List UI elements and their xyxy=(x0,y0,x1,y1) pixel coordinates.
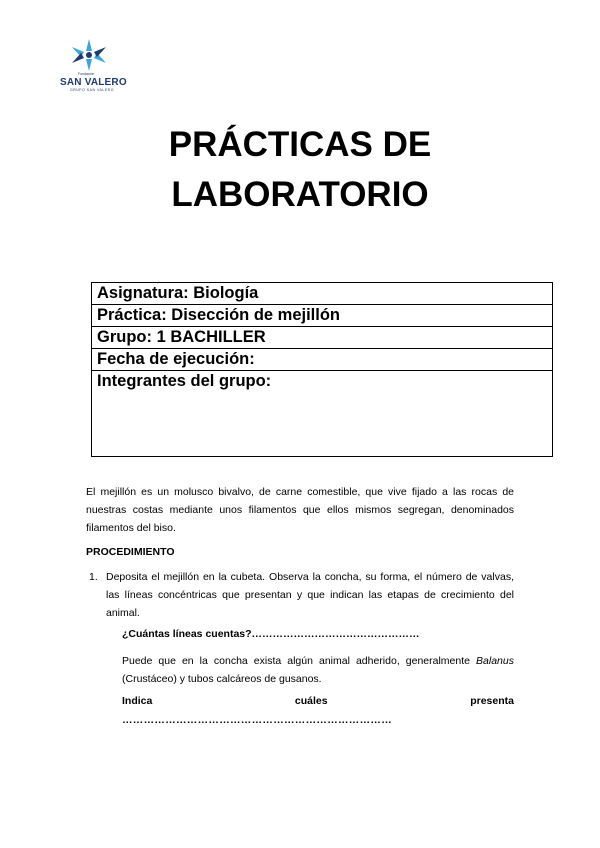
table-row xyxy=(92,327,553,349)
step-number: 1. xyxy=(89,571,98,583)
presenta-word: presenta xyxy=(470,695,514,707)
indica-word: Indica xyxy=(122,695,153,707)
table-row xyxy=(92,371,553,457)
page-title xyxy=(0,120,600,220)
grupo-cell: Grupo: 1 BACHILLER xyxy=(92,327,553,349)
table-row xyxy=(92,349,553,371)
asignatura-cell: Asignatura: Biología xyxy=(92,283,553,305)
question-lines: ¿Cuántas líneas cuentas?………………………………………… xyxy=(122,628,420,640)
balanus-term: Balanus xyxy=(476,655,514,667)
table-row xyxy=(92,305,553,327)
step-1-text: Deposita el mejillón en la cubeta. Observa la concha, su forma, el número de valvas, las líneas concéntricas que presentan y que indican las etapas de crecimiento del animal. xyxy=(106,571,514,619)
procedimiento-heading: PROCEDIMIENTO xyxy=(86,546,175,558)
indica-row xyxy=(122,695,514,707)
title-line-1: PRÁCTICAS DE xyxy=(168,125,432,164)
step-1 xyxy=(89,568,514,622)
balanus-paragraph xyxy=(122,652,514,688)
cuales-word: cuáles xyxy=(294,695,328,707)
para2-start: Puede que en la concha exista algún animal adherido, generalmente xyxy=(122,655,470,667)
logo xyxy=(56,38,126,92)
info-table xyxy=(91,282,553,457)
intro-paragraph: El mejillón es un molusco bivalvo, de carne comestible, que vive fijado a las rocas de nuestras costas mediante unos filamentos que ellos mismos segregan, denominados filamentos del biso. xyxy=(86,486,514,534)
fecha-cell: Fecha de ejecución: xyxy=(92,349,553,371)
integrantes-cell: Integrantes del grupo: xyxy=(92,371,553,457)
table-row xyxy=(92,283,553,305)
title-line-2: LABORATORIO xyxy=(171,175,429,214)
logo-name: SAN VALERO xyxy=(60,77,127,88)
logo-subtitle: GRUPO SAN VALERO xyxy=(70,88,114,92)
logo-top-text: Fundación xyxy=(78,72,95,76)
san-valero-star-icon xyxy=(70,38,108,72)
answer-dots: ………………………………………………………………… xyxy=(122,714,392,726)
practica-cell: Práctica: Disección de mejillón xyxy=(92,305,553,327)
para2-end: (Crustáceo) y tubos calcáreos de gusanos. xyxy=(122,673,322,685)
